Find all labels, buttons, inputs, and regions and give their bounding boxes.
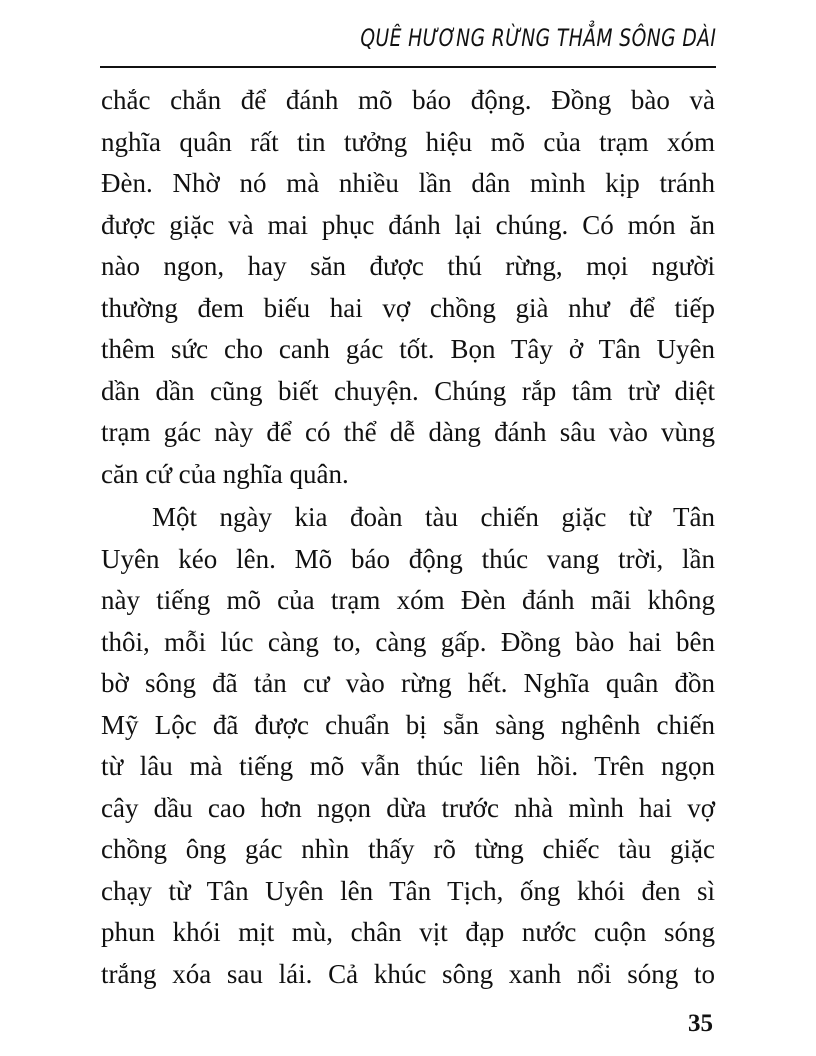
text-line: phun khói mịt mù, chân vịt đạp nước cuộn sóng	[101, 917, 715, 947]
text-line: thêm sức cho canh gác tốt. Bọn Tây ở Tân Uyên	[101, 334, 715, 364]
text-line: thường đem biếu hai vợ chồng già như để tiếp	[101, 292, 715, 323]
text-line: Đèn. Nhờ nó mà nhiều lần dân mình kịp tránh	[101, 168, 715, 198]
text-line: Mỹ Lộc đã được chuẩn bị sẵn sàng nghênh chiến	[101, 709, 715, 740]
text-line: thôi, mỗi lúc càng to, càng gấp. Đồng bào hai bên	[101, 626, 715, 657]
text-line: này tiếng mõ của trạm xóm Đèn đánh mãi không	[101, 585, 715, 615]
text-line: trắng xóa sau lái. Cả khúc sông xanh nổi sóng to	[101, 958, 715, 989]
text-line: bờ sông đã tản cư vào rừng hết. Nghĩa quân đồn	[101, 668, 715, 698]
body-text	[101, 80, 715, 995]
paragraph-1	[101, 80, 715, 495]
running-header: QUÊ HƯƠNG RỪNG THẲM SÔNG DÀI	[360, 24, 716, 52]
text-line: được giặc và mai phục đánh lại chúng. Có món ăn	[101, 209, 715, 240]
text-line: căn cứ của nghĩa quân.	[101, 458, 349, 489]
text-line: trạm gác này để có thể dễ dàng đánh sâu vào vùng	[101, 417, 715, 447]
header-rule	[100, 66, 716, 68]
text-line: từ lâu mà tiếng mõ vẫn thúc liên hồi. Trên ngọn	[101, 751, 715, 781]
paragraph-2	[101, 497, 715, 995]
text-line: cây dầu cao hơn ngọn dừa trước nhà mình hai vợ	[101, 792, 715, 823]
text-line: nghĩa quân rất tin tưởng hiệu mõ của trạm xóm	[101, 126, 715, 157]
text-line: chồng ông gác nhìn thấy rõ từng chiếc tàu giặc	[101, 834, 715, 864]
text-line: Một ngày kia đoàn tàu chiến giặc từ Tân	[152, 502, 715, 532]
text-line: chắc chắn để đánh mõ báo động. Đồng bào và	[101, 85, 715, 115]
page-number: 35	[688, 1010, 713, 1037]
text-line: dần dần cũng biết chuyện. Chúng rắp tâm trừ diệt	[101, 375, 715, 406]
text-line: nào ngon, hay săn được thú rừng, mọi người	[101, 251, 715, 281]
text-line: Uyên kéo lên. Mõ báo động thúc vang trời, lần	[101, 543, 715, 574]
text-line: chạy từ Tân Uyên lên Tân Tịch, ống khói đen sì	[101, 875, 715, 906]
